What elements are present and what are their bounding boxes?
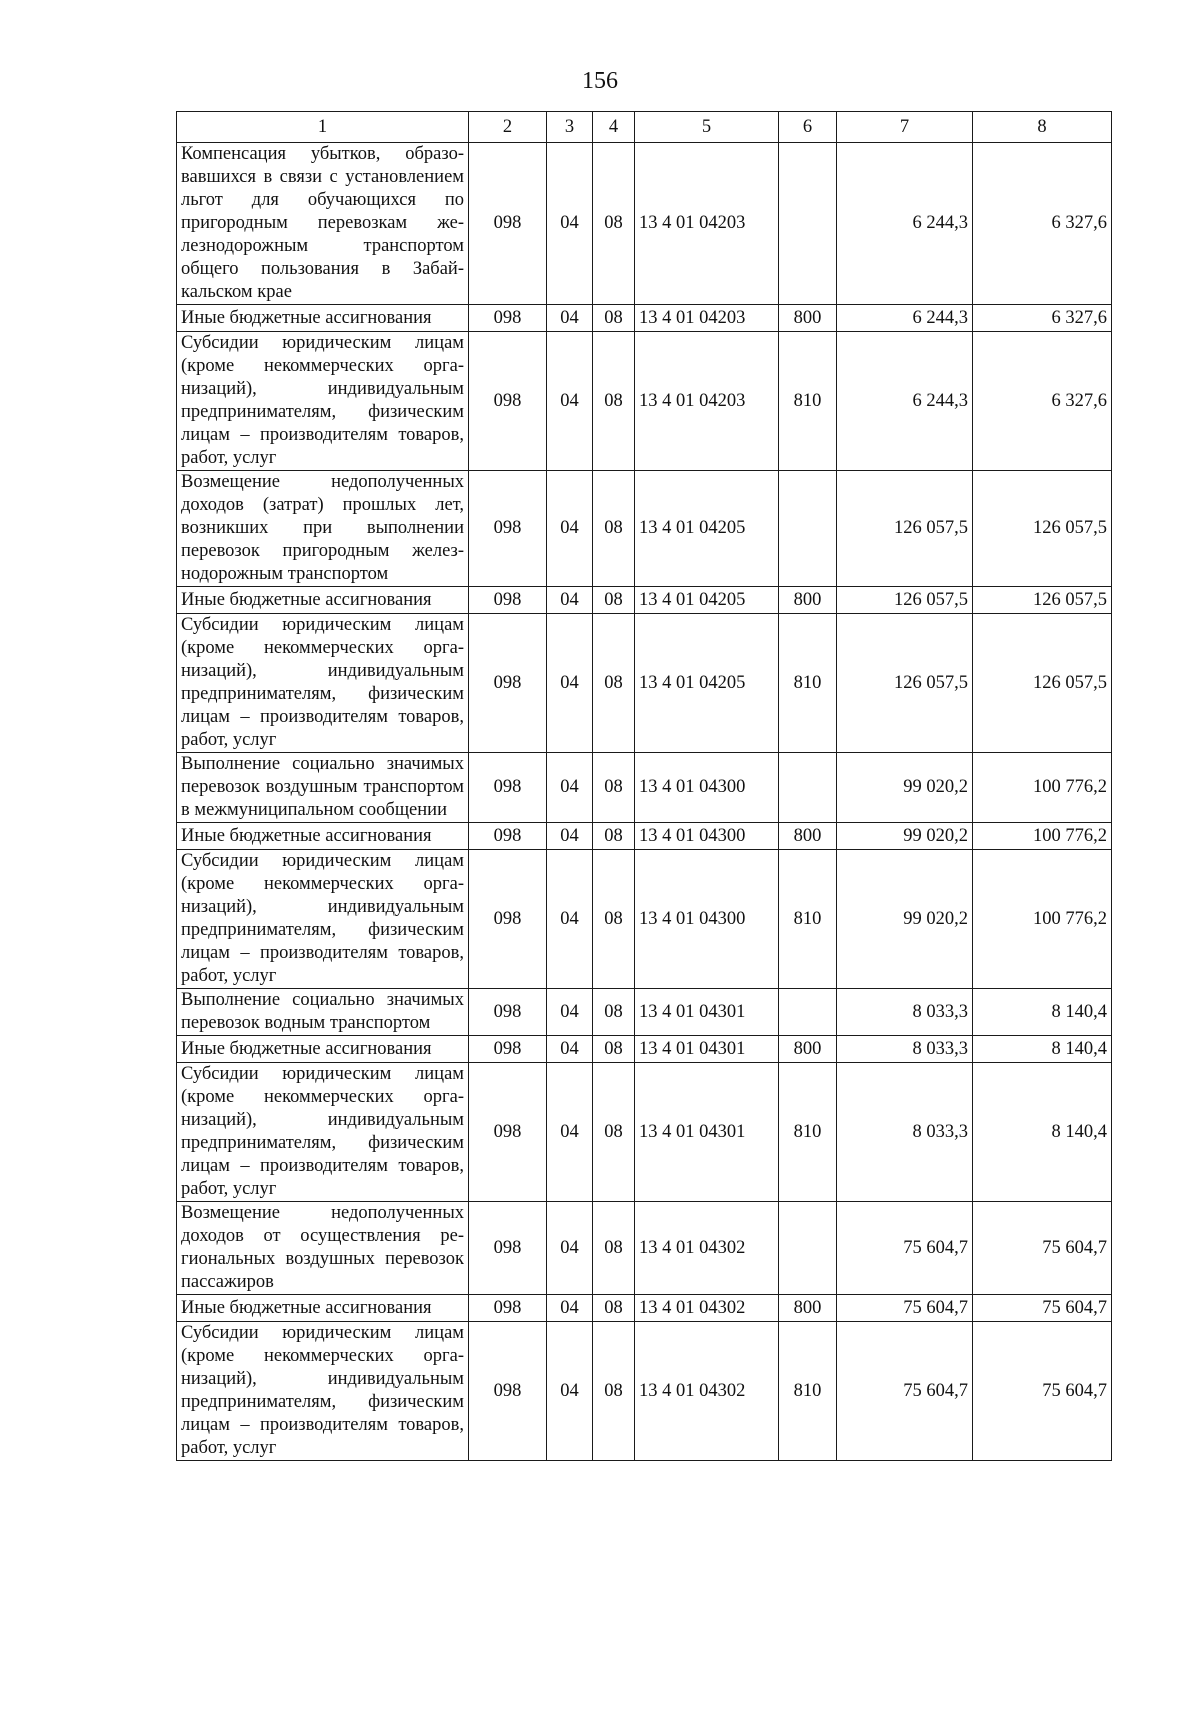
expense-type-code: 810 bbox=[779, 332, 837, 471]
amount-col-7: 75 604,7 bbox=[837, 1322, 973, 1461]
expense-type-code: 800 bbox=[779, 305, 837, 332]
section-code: 04 bbox=[547, 1202, 593, 1295]
ministry-code: 098 bbox=[469, 850, 547, 989]
target-article-code: 13 4 01 04301 bbox=[635, 1063, 779, 1202]
item-name: Иные бюджетные ассигнования bbox=[177, 1295, 469, 1322]
subsection-code: 08 bbox=[593, 332, 635, 471]
item-name: Компенсация убытков, образовавшихся в связи с установлением льгот для обучающихся по пригородным перевозкам железнодорожным транспортом общего пользования в Забайкальском крае bbox=[177, 143, 469, 305]
section-code: 04 bbox=[547, 823, 593, 850]
table-row bbox=[177, 143, 1112, 305]
item-name: Субсидии юридическим лицам (кроме некоммерческих организаций), индивидуальным предпринимателям, физическим лицам – производителям товаров, работ, услуг bbox=[177, 850, 469, 989]
target-article-code: 13 4 01 04205 bbox=[635, 614, 779, 753]
item-name: Субсидии юридическим лицам (кроме некоммерческих организаций), индивидуальным предпринимателям, физическим лицам – производителям товаров, работ, услуг bbox=[177, 614, 469, 753]
subsection-code: 08 bbox=[593, 614, 635, 753]
section-code: 04 bbox=[547, 587, 593, 614]
amount-col-8: 75 604,7 bbox=[973, 1295, 1112, 1322]
target-article-code: 13 4 01 04302 bbox=[635, 1322, 779, 1461]
item-name: Возмещение недополученных доходов (затрат) прошлых лет, возникших при выполнении перевозок пригородным железнодорожным транспортом bbox=[177, 471, 469, 587]
ministry-code: 098 bbox=[469, 614, 547, 753]
subsection-code: 08 bbox=[593, 1295, 635, 1322]
ministry-code: 098 bbox=[469, 1322, 547, 1461]
table-row bbox=[177, 1036, 1112, 1063]
page-number: 156 bbox=[582, 68, 618, 94]
ministry-code: 098 bbox=[469, 753, 547, 823]
item-name: Субсидии юридическим лицам (кроме некоммерческих организаций), индивидуальным предпринимателям, физическим лицам – производителям товаров, работ, услуг bbox=[177, 1063, 469, 1202]
amount-col-7: 6 244,3 bbox=[837, 305, 973, 332]
table-row bbox=[177, 305, 1112, 332]
amount-col-8: 6 327,6 bbox=[973, 305, 1112, 332]
table-row bbox=[177, 471, 1112, 587]
amount-col-8: 75 604,7 bbox=[973, 1202, 1112, 1295]
amount-col-7: 8 033,3 bbox=[837, 1036, 973, 1063]
target-article-code: 13 4 01 04300 bbox=[635, 823, 779, 850]
expense-type-code: 800 bbox=[779, 823, 837, 850]
column-header: 1 bbox=[177, 112, 469, 143]
column-header: 8 bbox=[973, 112, 1112, 143]
expense-type-code: 810 bbox=[779, 614, 837, 753]
table-row bbox=[177, 1202, 1112, 1295]
subsection-code: 08 bbox=[593, 753, 635, 823]
column-header: 5 bbox=[635, 112, 779, 143]
section-code: 04 bbox=[547, 471, 593, 587]
item-name: Иные бюджетные ассигнования bbox=[177, 587, 469, 614]
section-code: 04 bbox=[547, 143, 593, 305]
amount-col-7: 8 033,3 bbox=[837, 989, 973, 1036]
section-code: 04 bbox=[547, 332, 593, 471]
section-code: 04 bbox=[547, 1036, 593, 1063]
amount-col-8: 100 776,2 bbox=[973, 753, 1112, 823]
ministry-code: 098 bbox=[469, 1036, 547, 1063]
amount-col-7: 126 057,5 bbox=[837, 614, 973, 753]
section-code: 04 bbox=[547, 753, 593, 823]
subsection-code: 08 bbox=[593, 143, 635, 305]
section-code: 04 bbox=[547, 305, 593, 332]
expense-type-code: 800 bbox=[779, 587, 837, 614]
amount-col-7: 126 057,5 bbox=[837, 471, 973, 587]
table-row bbox=[177, 850, 1112, 989]
expense-type-code: 800 bbox=[779, 1036, 837, 1063]
subsection-code: 08 bbox=[593, 305, 635, 332]
amount-col-8: 8 140,4 bbox=[973, 1063, 1112, 1202]
target-article-code: 13 4 01 04205 bbox=[635, 471, 779, 587]
expense-type-code: 810 bbox=[779, 1063, 837, 1202]
expense-type-code: 810 bbox=[779, 850, 837, 989]
item-name: Субсидии юридическим лицам (кроме некоммерческих организаций), индивидуальным предпринимателям, физическим лицам – производителям товаров, работ, услуг bbox=[177, 1322, 469, 1461]
item-name: Выполнение социально значимых перевозок воздушным транспортом в межмуниципальном сообщении bbox=[177, 753, 469, 823]
amount-col-8: 8 140,4 bbox=[973, 1036, 1112, 1063]
amount-col-8: 100 776,2 bbox=[973, 823, 1112, 850]
target-article-code: 13 4 01 04300 bbox=[635, 753, 779, 823]
subsection-code: 08 bbox=[593, 989, 635, 1036]
amount-col-7: 6 244,3 bbox=[837, 143, 973, 305]
table-row bbox=[177, 614, 1112, 753]
item-name: Выполнение социально значимых перевозок водным транспортом bbox=[177, 989, 469, 1036]
section-code: 04 bbox=[547, 1063, 593, 1202]
header-row bbox=[177, 112, 1112, 143]
ministry-code: 098 bbox=[469, 143, 547, 305]
column-header: 6 bbox=[779, 112, 837, 143]
budget-table bbox=[176, 111, 1112, 1461]
ministry-code: 098 bbox=[469, 587, 547, 614]
table-row bbox=[177, 1322, 1112, 1461]
amount-col-7: 99 020,2 bbox=[837, 823, 973, 850]
subsection-code: 08 bbox=[593, 823, 635, 850]
table-row bbox=[177, 1295, 1112, 1322]
ministry-code: 098 bbox=[469, 471, 547, 587]
target-article-code: 13 4 01 04302 bbox=[635, 1295, 779, 1322]
amount-col-7: 6 244,3 bbox=[837, 332, 973, 471]
subsection-code: 08 bbox=[593, 1063, 635, 1202]
target-article-code: 13 4 01 04302 bbox=[635, 1202, 779, 1295]
item-name: Возмещение недополученных доходов от осуществления региональных воздушных перевозок пассажиров bbox=[177, 1202, 469, 1295]
column-header: 2 bbox=[469, 112, 547, 143]
amount-col-8: 8 140,4 bbox=[973, 989, 1112, 1036]
table-row bbox=[177, 1063, 1112, 1202]
section-code: 04 bbox=[547, 850, 593, 989]
target-article-code: 13 4 01 04203 bbox=[635, 332, 779, 471]
target-article-code: 13 4 01 04301 bbox=[635, 989, 779, 1036]
table-row bbox=[177, 989, 1112, 1036]
subsection-code: 08 bbox=[593, 850, 635, 989]
amount-col-8: 6 327,6 bbox=[973, 332, 1112, 471]
amount-col-7: 99 020,2 bbox=[837, 850, 973, 989]
target-article-code: 13 4 01 04203 bbox=[635, 305, 779, 332]
ministry-code: 098 bbox=[469, 305, 547, 332]
ministry-code: 098 bbox=[469, 989, 547, 1036]
subsection-code: 08 bbox=[593, 1322, 635, 1461]
expense-type-code bbox=[779, 753, 837, 823]
target-article-code: 13 4 01 04301 bbox=[635, 1036, 779, 1063]
target-article-code: 13 4 01 04203 bbox=[635, 143, 779, 305]
table-row bbox=[177, 332, 1112, 471]
ministry-code: 098 bbox=[469, 1063, 547, 1202]
amount-col-8: 75 604,7 bbox=[973, 1322, 1112, 1461]
column-header: 4 bbox=[593, 112, 635, 143]
target-article-code: 13 4 01 04205 bbox=[635, 587, 779, 614]
target-article-code: 13 4 01 04300 bbox=[635, 850, 779, 989]
item-name: Субсидии юридическим лицам (кроме некоммерческих организаций), индивидуальным предпринимателям, физическим лицам – производителям товаров, работ, услуг bbox=[177, 332, 469, 471]
column-header: 3 bbox=[547, 112, 593, 143]
subsection-code: 08 bbox=[593, 587, 635, 614]
expense-type-code: 810 bbox=[779, 1322, 837, 1461]
amount-col-8: 126 057,5 bbox=[973, 614, 1112, 753]
section-code: 04 bbox=[547, 614, 593, 753]
subsection-code: 08 bbox=[593, 471, 635, 587]
item-name: Иные бюджетные ассигнования bbox=[177, 305, 469, 332]
ministry-code: 098 bbox=[469, 332, 547, 471]
section-code: 04 bbox=[547, 1322, 593, 1461]
item-name: Иные бюджетные ассигнования bbox=[177, 1036, 469, 1063]
section-code: 04 bbox=[547, 1295, 593, 1322]
ministry-code: 098 bbox=[469, 1295, 547, 1322]
column-header: 7 bbox=[837, 112, 973, 143]
amount-col-7: 75 604,7 bbox=[837, 1295, 973, 1322]
table-row bbox=[177, 587, 1112, 614]
table-row bbox=[177, 753, 1112, 823]
expense-type-code bbox=[779, 471, 837, 587]
section-code: 04 bbox=[547, 989, 593, 1036]
amount-col-8: 126 057,5 bbox=[973, 587, 1112, 614]
amount-col-7: 126 057,5 bbox=[837, 587, 973, 614]
amount-col-8: 6 327,6 bbox=[973, 143, 1112, 305]
expense-type-code bbox=[779, 143, 837, 305]
subsection-code: 08 bbox=[593, 1202, 635, 1295]
amount-col-7: 99 020,2 bbox=[837, 753, 973, 823]
ministry-code: 098 bbox=[469, 823, 547, 850]
item-name: Иные бюджетные ассигнования bbox=[177, 823, 469, 850]
amount-col-7: 8 033,3 bbox=[837, 1063, 973, 1202]
expense-type-code bbox=[779, 1202, 837, 1295]
table-row bbox=[177, 823, 1112, 850]
expense-type-code: 800 bbox=[779, 1295, 837, 1322]
amount-col-8: 100 776,2 bbox=[973, 850, 1112, 989]
expense-type-code bbox=[779, 989, 837, 1036]
subsection-code: 08 bbox=[593, 1036, 635, 1063]
amount-col-8: 126 057,5 bbox=[973, 471, 1112, 587]
amount-col-7: 75 604,7 bbox=[837, 1202, 973, 1295]
ministry-code: 098 bbox=[469, 1202, 547, 1295]
